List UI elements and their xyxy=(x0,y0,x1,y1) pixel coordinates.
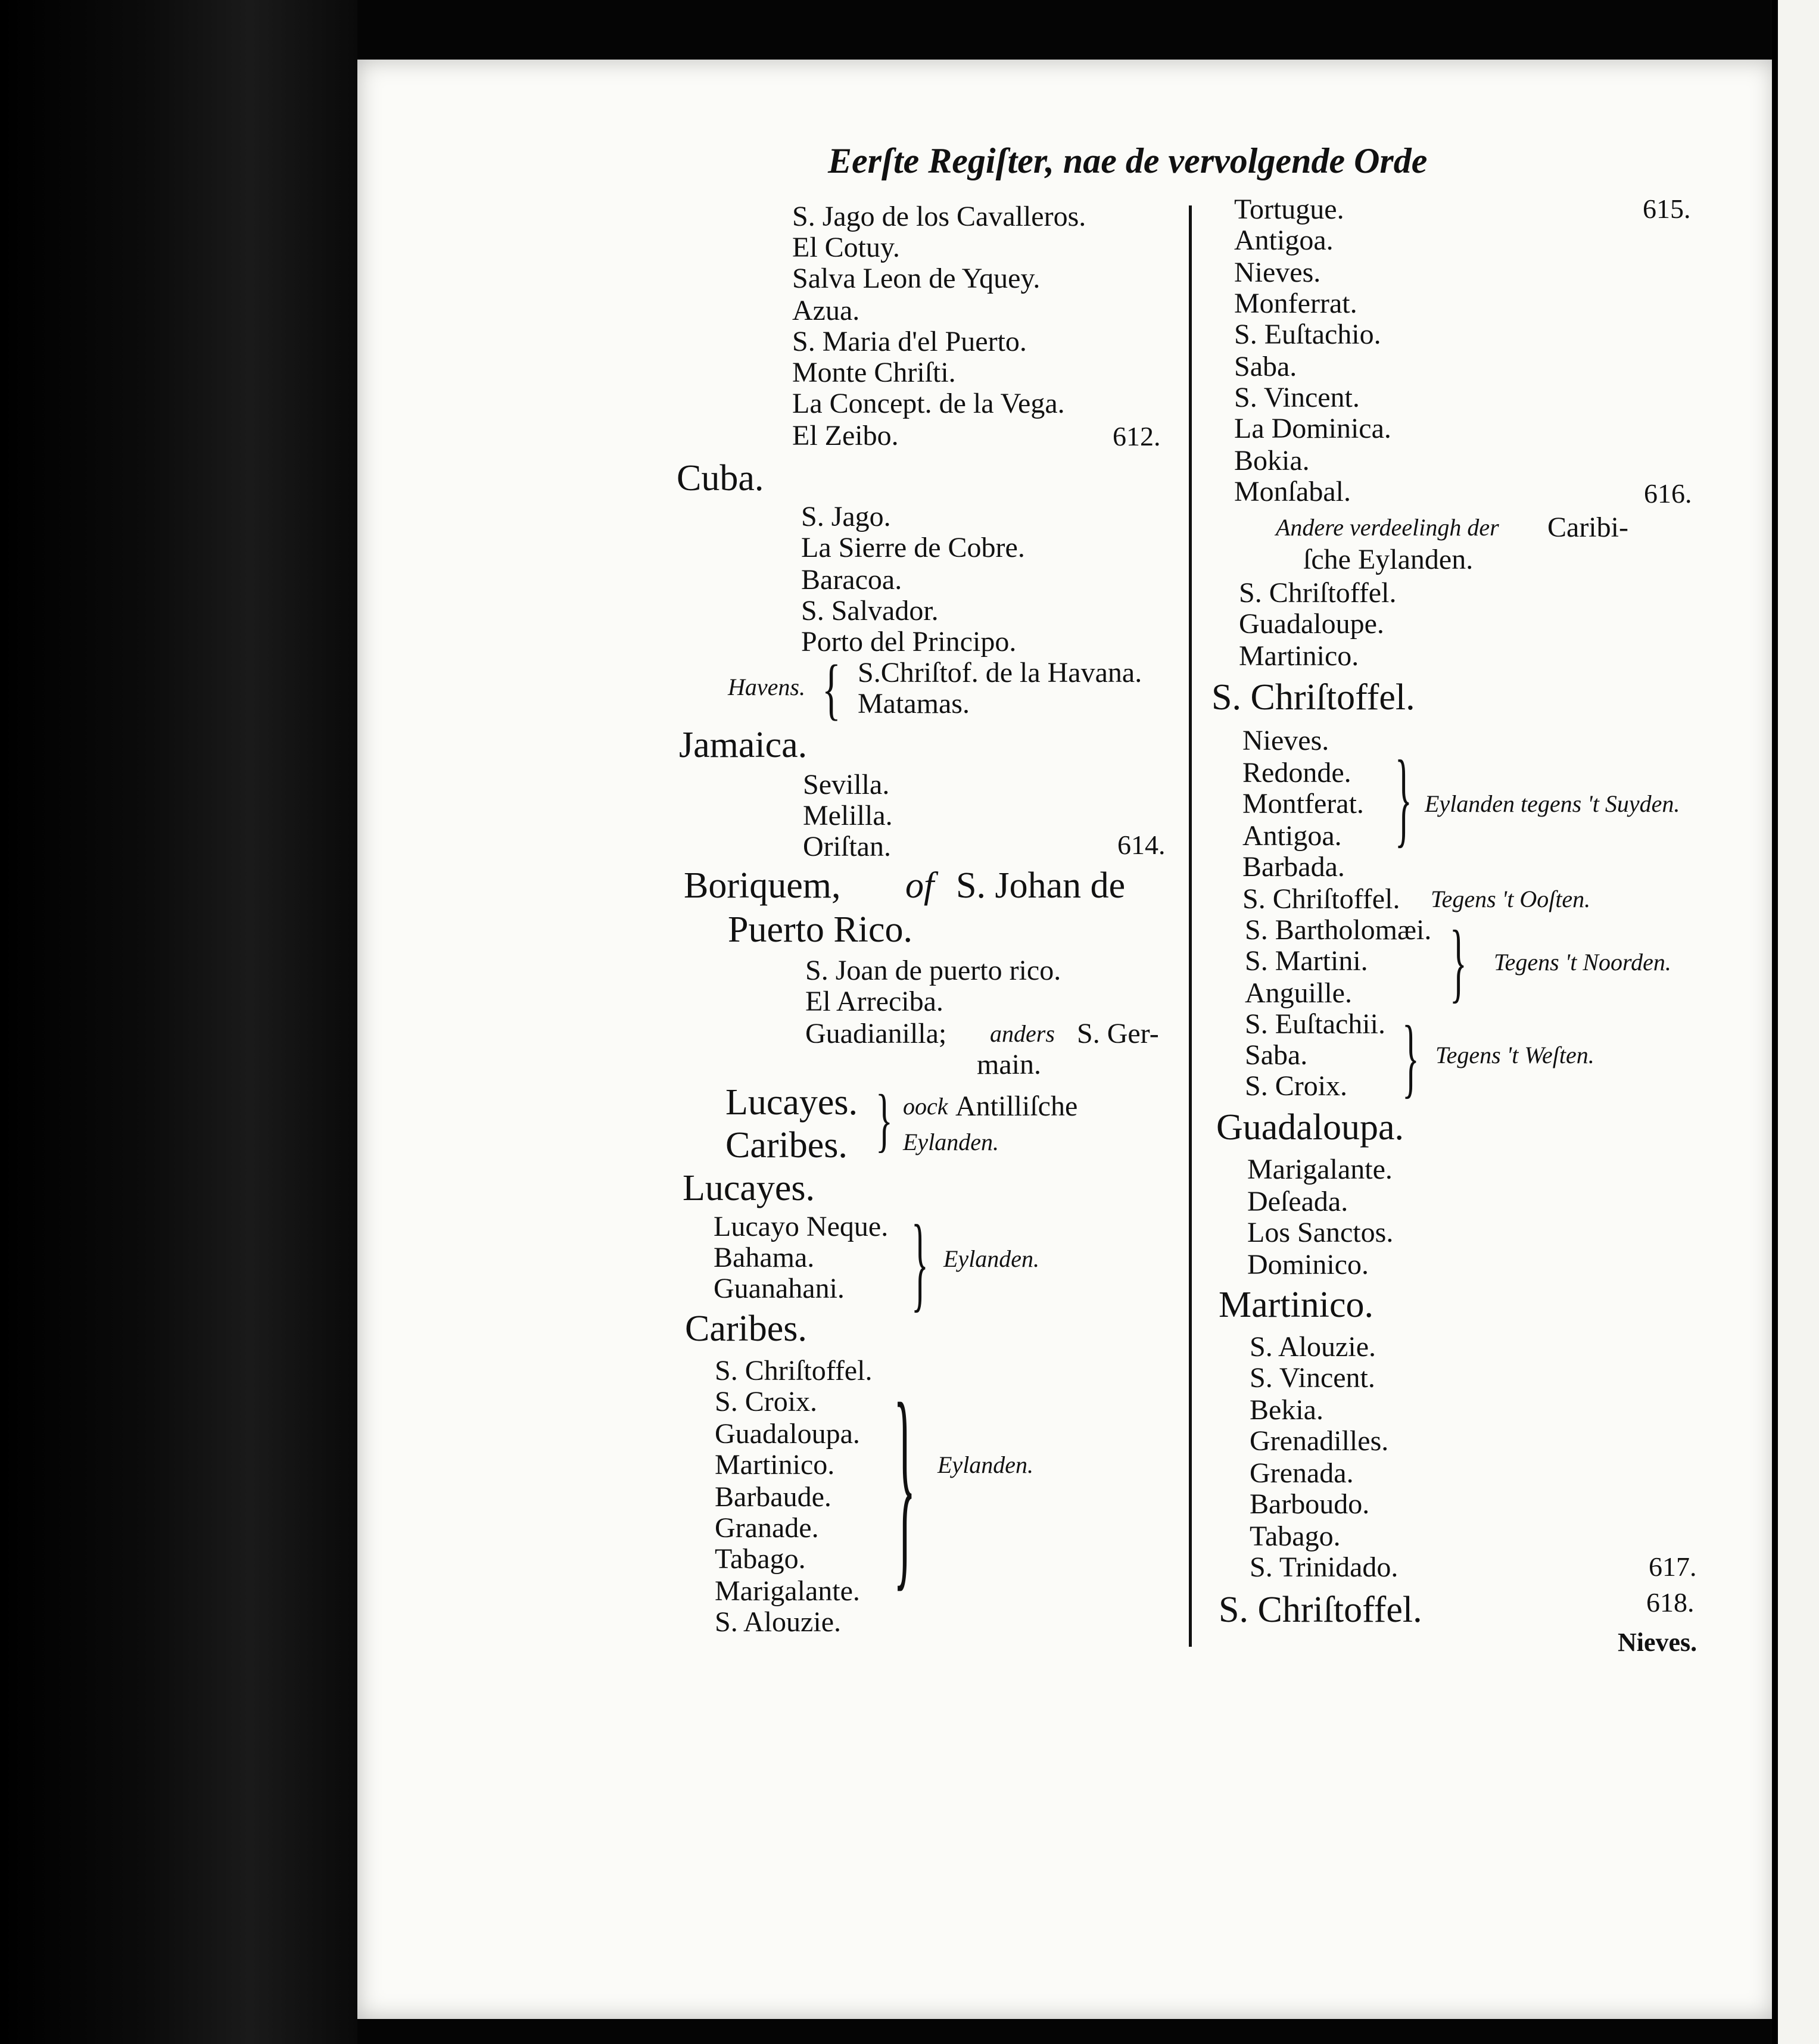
list-item: Grenada. xyxy=(1250,1457,1354,1489)
section-heading: Puerto Rico. xyxy=(728,909,912,950)
brace-label: Tegens 't Noorden. xyxy=(1494,949,1671,976)
list-item: Saba. xyxy=(1245,1039,1308,1071)
list-item: Porto del Principo. xyxy=(801,626,1017,658)
list-item: La Sierre de Cobre. xyxy=(801,532,1025,563)
list-item: Baracoa. xyxy=(801,564,902,596)
list-item: Nieves. xyxy=(1242,725,1329,756)
note-italic: oock xyxy=(903,1093,948,1120)
section-heading: Caribes. xyxy=(685,1308,807,1349)
scan-dark-margin xyxy=(0,0,357,2044)
list-item: S.Chriſtof. de la Havana. xyxy=(858,657,1142,688)
list-item: Marigalante. xyxy=(1247,1154,1393,1185)
list-item: La Dominica. xyxy=(1234,413,1391,444)
section-heading: S. Johan de xyxy=(956,865,1126,906)
list-item: Nieves. xyxy=(1234,257,1321,288)
list-item: Sevilla. xyxy=(803,769,890,800)
curly-brace: } xyxy=(876,1080,893,1159)
list-item: Tabago. xyxy=(1250,1520,1341,1552)
list-item: Barbaude. xyxy=(715,1481,831,1513)
section-heading: S. Chriſtoffel. xyxy=(1211,677,1415,718)
list-item: Antigoa. xyxy=(1234,225,1334,256)
list-item: S. Alouzie. xyxy=(1250,1331,1376,1363)
list-item: S. Maria d'el Puerto. xyxy=(792,326,1027,357)
list-item: S. Chriſtoffel. xyxy=(1242,883,1400,915)
column-rule xyxy=(1189,205,1192,1647)
brace-label: Eylanden. xyxy=(937,1451,1034,1478)
list-item: Monſabal. xyxy=(1234,476,1351,507)
page-reference: 615. xyxy=(1643,194,1691,224)
curly-brace: } xyxy=(893,1356,916,1610)
list-item: Granade. xyxy=(715,1512,819,1544)
list-item: Bekia. xyxy=(1250,1394,1323,1426)
curly-brace: } xyxy=(1450,912,1467,1011)
list-item: Guadaloupa. xyxy=(715,1418,860,1450)
list-item: El Zeibo. xyxy=(792,420,899,451)
list-item: S. Alouzie. xyxy=(715,1606,841,1638)
list-item: S. Jago. xyxy=(801,501,891,532)
list-item: Barboudo. xyxy=(1250,1488,1370,1520)
list-item: Tabago. xyxy=(715,1543,806,1575)
list-item: Dominico. xyxy=(1247,1249,1369,1280)
list-item: Marigalante. xyxy=(715,1575,860,1607)
list-item: Barbada. xyxy=(1242,851,1345,883)
list-item: S. Chriſtoffel. xyxy=(1239,577,1397,609)
list-item: Redonde. xyxy=(1242,757,1351,789)
list-item: Tortugue. xyxy=(1234,194,1344,225)
brace-label: Eylanden. xyxy=(943,1245,1040,1272)
section-heading: S. Chriſtoffel. xyxy=(1219,1590,1422,1630)
list-item: S. Euſtachii. xyxy=(1245,1008,1385,1040)
list-item: S. Vincent. xyxy=(1234,382,1360,413)
page-reference: 614. xyxy=(1117,830,1166,860)
list-item: Martinico. xyxy=(1239,640,1359,672)
list-item: Bokia. xyxy=(1234,445,1310,476)
section-heading: Cuba. xyxy=(677,458,764,498)
list-item: Guadianilla; xyxy=(805,1018,947,1049)
list-item: Salva Leon de Yquey. xyxy=(792,263,1041,294)
subheading-italic: Andere verdeelingh der xyxy=(1276,514,1499,541)
note-italic: Tegens 't Ooſten. xyxy=(1431,886,1591,912)
list-item: S. Croix. xyxy=(1245,1070,1348,1102)
list-item: Los Sanctos. xyxy=(1247,1217,1394,1248)
subheading: ſche Eylanden. xyxy=(1303,544,1474,575)
section-heading: Caribes. xyxy=(725,1125,848,1166)
running-header: Eerſte Regiſter, nae de vervolgende Orde xyxy=(828,141,1428,180)
section-heading: Guadaloupa. xyxy=(1216,1107,1404,1148)
list-item: S. Salvador. xyxy=(801,595,939,627)
brace-label: Eylanden tegens 't Suyden. xyxy=(1425,790,1680,817)
list-item: Deſeada. xyxy=(1247,1186,1348,1217)
list-item: S. Trinidado. xyxy=(1250,1551,1398,1583)
note-italic: Eylanden. xyxy=(903,1129,999,1155)
page-reference: 612. xyxy=(1113,421,1161,451)
page-reference: 617. xyxy=(1649,1551,1697,1582)
list-item: Montferat. xyxy=(1242,788,1364,820)
list-item: S. Martini. xyxy=(1245,945,1368,977)
list-item: S. Vincent. xyxy=(1250,1362,1375,1394)
list-item: S. Jago de los Cavalleros. xyxy=(792,201,1086,232)
section-heading: Martinico. xyxy=(1219,1285,1373,1325)
page-reference: 616. xyxy=(1644,478,1692,509)
list-item: Antigoa. xyxy=(1242,820,1342,852)
list-item: La Concept. de la Vega. xyxy=(792,388,1065,419)
list-item: S. Bartholomæi. xyxy=(1245,914,1432,946)
list-item: Lucayo Neque. xyxy=(714,1211,889,1242)
next-page-edge xyxy=(1778,0,1819,2044)
list-item: Guadaloupe. xyxy=(1239,608,1384,640)
list-item: S. Croix. xyxy=(715,1386,818,1417)
section-heading: Lucayes. xyxy=(725,1082,858,1123)
list-item: Oriſtan. xyxy=(803,831,891,862)
page-reference: 618. xyxy=(1646,1587,1695,1618)
list-item: El Arreciba. xyxy=(805,986,943,1017)
list-item: Saba. xyxy=(1234,351,1297,382)
list-item: Anguille. xyxy=(1245,977,1352,1009)
document-page xyxy=(357,60,1775,2019)
brace-label: Tegens 't Weſten. xyxy=(1435,1042,1594,1068)
list-item: El Cotuy. xyxy=(792,232,900,263)
list-item: Monferrat. xyxy=(1234,288,1357,319)
list-item: S. Ger- xyxy=(1077,1018,1159,1049)
list-item: Bahama. xyxy=(714,1242,815,1273)
curly-brace: } xyxy=(1395,738,1412,857)
list-item: Monte Chriſti. xyxy=(792,357,956,388)
curly-brace: } xyxy=(911,1202,929,1322)
list-item: Martinico. xyxy=(715,1449,835,1481)
subheading: Caribi- xyxy=(1547,512,1628,543)
brace-label: Havens. xyxy=(728,674,805,700)
note-italic: anders xyxy=(990,1020,1055,1047)
curly-brace: { xyxy=(822,651,841,727)
list-item: Guanahani. xyxy=(714,1273,845,1304)
list-item: Azua. xyxy=(792,295,860,326)
list-item: main. xyxy=(977,1049,1041,1080)
list-item: S. Joan de puerto rico. xyxy=(805,955,1061,986)
list-item: Matamas. xyxy=(858,688,970,719)
curly-brace: } xyxy=(1402,1007,1419,1107)
section-heading: Jamaica. xyxy=(679,725,808,765)
list-item: Melilla. xyxy=(803,800,893,831)
catchword: Nieves. xyxy=(1618,1628,1697,1657)
list-item: S. Euſtachio. xyxy=(1234,319,1381,350)
section-heading: Boriquem, xyxy=(684,865,841,906)
list-item: Grenadilles. xyxy=(1250,1425,1389,1457)
list-item: Antilliſche xyxy=(955,1090,1078,1122)
list-item: S. Chriſtoffel. xyxy=(715,1355,873,1386)
section-heading: Lucayes. xyxy=(683,1168,815,1208)
section-heading-conj: of xyxy=(905,865,935,906)
